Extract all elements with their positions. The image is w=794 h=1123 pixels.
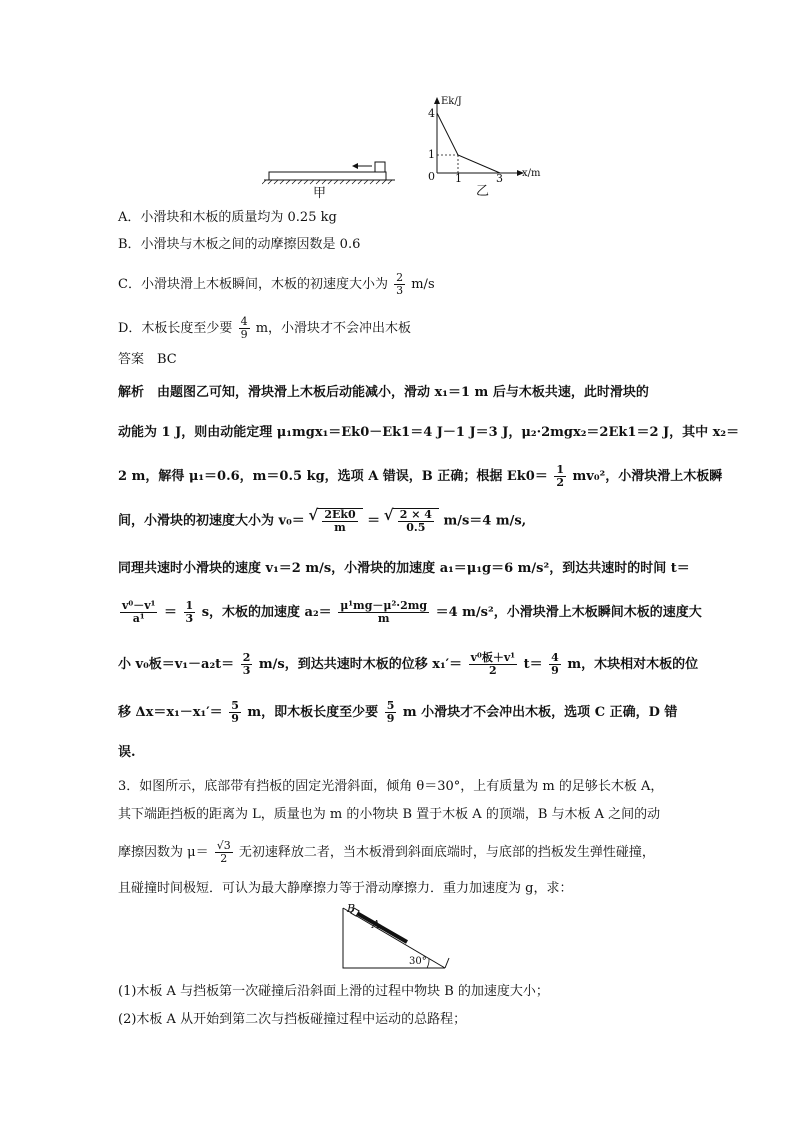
- analysis-line-6: $\frac{\text{v⁰－v¹}}{\text{a¹}}$ ＝ $\frac{1}{3}$ s，木板的加速度 a₂＝ $\frac{\text{μ¹mg－μ²·2mg}}{m}$ ＝4 m/s²，小滑块滑上木板瞬间木板的速度大: [122, 599, 702, 625]
- yi-origin: 0: [428, 170, 435, 183]
- analysis-line-1: 解析 由题图乙可知，滑块滑上木板后动能减小，滑动 x₁＝1 m 后与木板共速，此时滑块的: [118, 385, 649, 400]
- yi-tick-x1: 1: [455, 172, 462, 185]
- analysis-line-2: 动能为 1 J，则由动能定理 μ₁mgx₁＝Ek0－Ek1＝4 J－1 J＝3 J，μ₂·2mgx₂＝2Ek1＝2 J，其中 x₂＝: [118, 425, 740, 440]
- problem3-line-2: 其下端距挡板的距离为 L，质量也为 m 的小物块 B 置于木板 A 的顶端，B 与木板 A 之间的动: [118, 807, 661, 822]
- problem3-line-3: 摩擦因数为 μ＝ $\frac{√3}{2}$ 无初速释放二者，当木板滑到斜面底端时，与底部的挡板发生弹性碰撞，: [118, 839, 655, 865]
- board: [269, 172, 386, 180]
- option-a: A．小滑块和木板的质量均为 0.25 kg: [118, 210, 337, 225]
- question-1: (1)木板 A 与挡板第一次碰撞后沿斜面上滑的过程中物块 B 的加速度大小；: [118, 984, 549, 999]
- yi-axis-x-label: x/m: [522, 168, 541, 179]
- yi-axis-y-label: Ek/J: [441, 96, 462, 107]
- yi-tick-x3: 3: [496, 172, 503, 185]
- yi-tick-4: 4: [428, 107, 435, 120]
- figure-jia-label: 甲: [313, 186, 327, 201]
- incline-label-b: B: [347, 902, 356, 915]
- figure-jia: [262, 150, 397, 200]
- analysis-line-4: 间，小滑块的初速度大小为 v₀＝ √ $\frac{2Ek0}{m}$ ＝ √ $\frac{2 \times 4}{0.5}$ m/s＝4 m/s,: [118, 508, 526, 534]
- yi-tick-1: 1: [428, 148, 435, 161]
- incline-label-a: A: [372, 918, 380, 931]
- question-2: (2)木板 A 从开始到第二次与挡板碰撞过程中运动的总路程；: [118, 1012, 467, 1027]
- analysis-line-7: 小 v₀板＝v₁－a₂t＝ $\frac{2}{3}$ m/s，到达共速时木板的位移 x₁′＝ $\frac{\text{v⁰板＋v¹}}{2}$ t＝ $\frac{4}{9}$ m，木块相对木板的位: [118, 651, 699, 677]
- block: [375, 162, 385, 172]
- analysis-line-8: 移 Δx＝x₁－x₁′＝ $\frac{5}{9}$ m，即木板长度至少要 $\frac{5}{9}$ m 小滑块才不会冲出木板，选项 C 正确，D 错: [118, 699, 678, 725]
- analysis-line-5: 同理共速时小滑块的速度 v₁＝2 m/s，小滑块的加速度 a₁＝μ₁g＝6 m/s²，到达共速时的时间 t＝: [118, 561, 690, 576]
- option-d: D．木板长度至少要 $\frac{4}{9}$ m，小滑块才不会冲出木板: [118, 315, 412, 341]
- problem3-line-1: 3．如图所示，底部带有挡板的固定光滑斜面，倾角 θ＝30°，上有质量为 m 的足够长木板 A，: [118, 779, 664, 794]
- board-a: [355, 912, 407, 942]
- incline-angle: 30°: [409, 956, 427, 967]
- figure-yi-label: 乙: [476, 184, 490, 199]
- option-b: B．小滑块与木板之间的动摩擦因数是 0.6: [118, 237, 361, 252]
- option-c: C．小滑块滑上木板瞬间，木板的初速度大小为 $\frac{2}{3}$ m/s: [118, 271, 435, 297]
- ek-curve: [437, 113, 500, 173]
- axis-arrow-up-icon: [434, 97, 440, 104]
- arrow-left-icon: [352, 163, 358, 169]
- answer: 答案 BC: [118, 352, 177, 367]
- problem3-line-4: 且碰撞时间极短．可认为最大静摩擦力等于滑动摩擦力．重力加速度为 g，求：: [118, 881, 573, 896]
- analysis-line-3: 2 m，解得 μ₁＝0.6，m＝0.5 kg，选项 A 错误，B 正确；根据 Ek0＝ $\frac{1}{2}$ mv₀²，小滑块滑上木板瞬: [118, 463, 723, 489]
- analysis-line-9: 误.: [118, 745, 136, 760]
